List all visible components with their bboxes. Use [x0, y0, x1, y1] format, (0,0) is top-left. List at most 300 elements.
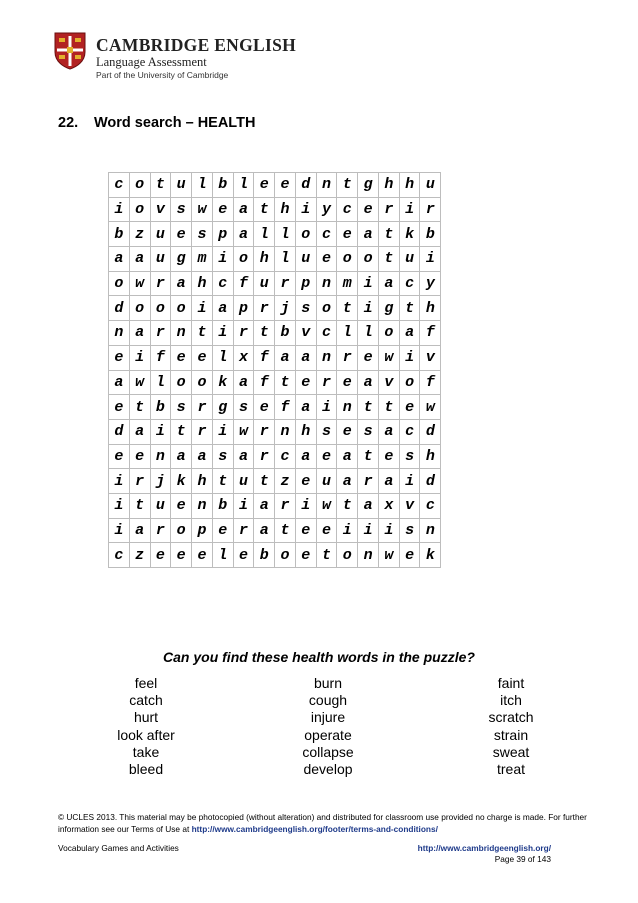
grid-cell: t: [378, 222, 399, 247]
grid-cell: a: [254, 518, 275, 543]
grid-cell: j: [150, 469, 171, 494]
grid-cell: h: [192, 271, 213, 296]
word-item: hurt: [133, 709, 159, 726]
grid-cell: l: [275, 222, 296, 247]
grid-cell: u: [150, 493, 171, 518]
grid-cell: i: [192, 296, 213, 321]
word-item: collapse: [302, 743, 354, 760]
grid-cell: r: [129, 469, 150, 494]
grid-cell: d: [109, 419, 130, 444]
grid-cell: b: [254, 543, 275, 568]
grid-cell: d: [420, 419, 441, 444]
grid-cell: i: [295, 197, 316, 222]
grid-cell: e: [171, 345, 192, 370]
grid-row: [109, 345, 441, 370]
grid-cell: k: [399, 222, 420, 247]
grid-cell: h: [420, 296, 441, 321]
grid-cell: h: [295, 419, 316, 444]
word-item: faint: [497, 675, 525, 691]
grid-cell: a: [399, 321, 420, 346]
grid-cell: o: [171, 518, 192, 543]
grid-row: [109, 493, 441, 518]
grid-cell: e: [171, 493, 192, 518]
grid-cell: r: [150, 321, 171, 346]
puzzle-prompt: Can you find these health words in the puzzle?: [163, 649, 475, 665]
grid-cell: o: [316, 296, 337, 321]
grid-cell: o: [378, 321, 399, 346]
section-heading: Word search – HEALTH: [94, 115, 256, 131]
grid-cell: s: [192, 222, 213, 247]
word-item: feel: [134, 675, 158, 691]
grid-cell: w: [129, 370, 150, 395]
grid-cell: e: [399, 543, 420, 568]
grid-cell: e: [171, 222, 192, 247]
grid-cell: t: [212, 469, 233, 494]
grid-cell: a: [212, 296, 233, 321]
grid-cell: r: [150, 518, 171, 543]
grid-cell: o: [295, 222, 316, 247]
grid-cell: o: [109, 271, 130, 296]
grid-cell: e: [275, 173, 296, 198]
grid-cell: l: [192, 173, 213, 198]
word-list-column-1: [81, 675, 211, 778]
copyright-note: [58, 812, 598, 835]
grid-cell: e: [109, 444, 130, 469]
grid-cell: m: [192, 247, 213, 272]
grid-cell: w: [233, 419, 254, 444]
grid-cell: i: [399, 469, 420, 494]
grid-cell: t: [358, 395, 379, 420]
grid-cell: u: [420, 173, 441, 198]
word-item: strain: [493, 726, 529, 743]
grid-cell: k: [420, 543, 441, 568]
grid-cell: w: [316, 493, 337, 518]
grid-cell: i: [109, 197, 130, 222]
grid-cell: r: [275, 493, 296, 518]
grid-cell: l: [254, 222, 275, 247]
grid-cell: p: [192, 518, 213, 543]
grid-cell: e: [295, 370, 316, 395]
grid-cell: h: [254, 247, 275, 272]
grid-cell: l: [358, 321, 379, 346]
grid-cell: e: [295, 469, 316, 494]
grid-cell: r: [150, 271, 171, 296]
grid-cell: e: [337, 370, 358, 395]
grid-cell: o: [337, 247, 358, 272]
grid-cell: e: [212, 518, 233, 543]
grid-cell: s: [171, 197, 192, 222]
grid-cell: g: [171, 247, 192, 272]
grid-cell: r: [358, 469, 379, 494]
brand-name: CAMBRIDGE ENGLISH: [96, 35, 297, 55]
grid-cell: e: [254, 395, 275, 420]
grid-row: [109, 395, 441, 420]
grid-cell: t: [254, 321, 275, 346]
grid-cell: v: [150, 197, 171, 222]
grid-cell: i: [233, 493, 254, 518]
grid-cell: t: [150, 173, 171, 198]
grid-cell: w: [378, 543, 399, 568]
grid-cell: w: [378, 345, 399, 370]
grid-cell: h: [192, 469, 213, 494]
grid-cell: i: [337, 518, 358, 543]
grid-cell: t: [254, 197, 275, 222]
grid-cell: h: [275, 197, 296, 222]
section-number: 22.: [58, 115, 79, 131]
grid-cell: p: [233, 296, 254, 321]
grid-cell: e: [192, 345, 213, 370]
grid-cell: h: [399, 173, 420, 198]
grid-cell: n: [316, 345, 337, 370]
grid-cell: r: [378, 197, 399, 222]
grid-cell: o: [337, 543, 358, 568]
grid-cell: u: [399, 247, 420, 272]
grid-cell: t: [316, 543, 337, 568]
grid-cell: g: [212, 395, 233, 420]
grid-cell: z: [129, 543, 150, 568]
grid-cell: x: [378, 493, 399, 518]
grid-cell: e: [150, 543, 171, 568]
grid-cell: e: [192, 543, 213, 568]
grid-cell: e: [358, 197, 379, 222]
grid-cell: a: [233, 197, 254, 222]
word-item: scratch: [488, 709, 534, 726]
grid-cell: s: [316, 419, 337, 444]
word-item: catch: [129, 692, 163, 709]
grid-cell: n: [358, 543, 379, 568]
grid-cell: i: [399, 197, 420, 222]
grid-cell: n: [171, 321, 192, 346]
grid-cell: v: [420, 345, 441, 370]
grid-cell: a: [295, 345, 316, 370]
grid-cell: i: [212, 247, 233, 272]
grid-cell: o: [150, 296, 171, 321]
grid-cell: a: [192, 444, 213, 469]
grid-cell: o: [358, 247, 379, 272]
grid-cell: k: [212, 370, 233, 395]
section-title: [58, 115, 255, 131]
grid-cell: e: [316, 518, 337, 543]
grid-cell: x: [233, 345, 254, 370]
grid-cell: f: [254, 345, 275, 370]
grid-cell: i: [399, 345, 420, 370]
grid-cell: a: [295, 444, 316, 469]
grid-cell: o: [192, 370, 213, 395]
word-item: injure: [310, 709, 346, 726]
grid-cell: i: [358, 518, 379, 543]
grid-cell: a: [358, 493, 379, 518]
grid-cell: t: [378, 395, 399, 420]
grid-cell: t: [378, 247, 399, 272]
grid-cell: p: [212, 222, 233, 247]
grid-cell: c: [109, 173, 130, 198]
word-item: treat: [496, 761, 525, 778]
grid-row: [109, 197, 441, 222]
grid-cell: i: [129, 345, 150, 370]
grid-cell: r: [233, 321, 254, 346]
grid-cell: a: [337, 444, 358, 469]
grid-cell: v: [378, 370, 399, 395]
grid-cell: e: [109, 395, 130, 420]
word-item: bleed: [128, 761, 164, 778]
grid-cell: b: [109, 222, 130, 247]
grid-row: [109, 247, 441, 272]
word-item: sweat: [492, 743, 530, 760]
grid-cell: s: [399, 518, 420, 543]
grid-cell: f: [150, 345, 171, 370]
grid-cell: y: [316, 197, 337, 222]
grid-row: [109, 444, 441, 469]
grid-cell: a: [129, 247, 150, 272]
word-item: cough: [308, 692, 348, 709]
grid-cell: a: [233, 222, 254, 247]
grid-cell: i: [109, 493, 130, 518]
grid-cell: a: [337, 469, 358, 494]
word-item: develop: [303, 761, 353, 778]
grid-cell: e: [358, 345, 379, 370]
grid-cell: s: [212, 444, 233, 469]
word-item: take: [132, 743, 160, 760]
grid-cell: c: [399, 419, 420, 444]
grid-cell: t: [171, 419, 192, 444]
grid-cell: u: [295, 247, 316, 272]
grid-cell: i: [316, 395, 337, 420]
grid-cell: d: [109, 296, 130, 321]
grid-row: [109, 370, 441, 395]
grid-cell: r: [337, 345, 358, 370]
grid-cell: i: [212, 321, 233, 346]
grid-cell: i: [358, 296, 379, 321]
page-number: Page 39 of 143: [494, 854, 551, 864]
footer-document-title: Vocabulary Games and Activities: [58, 843, 179, 853]
grid-cell: c: [316, 321, 337, 346]
grid-cell: i: [109, 469, 130, 494]
grid-row: [109, 469, 441, 494]
grid-cell: f: [233, 271, 254, 296]
grid-cell: l: [150, 370, 171, 395]
grid-cell: e: [295, 543, 316, 568]
grid-cell: n: [316, 271, 337, 296]
grid-cell: f: [275, 395, 296, 420]
grid-cell: f: [420, 370, 441, 395]
grid-cell: o: [233, 247, 254, 272]
grid-cell: o: [129, 173, 150, 198]
grid-cell: s: [295, 296, 316, 321]
cambridge-english-logo: [54, 30, 314, 80]
grid-cell: u: [150, 222, 171, 247]
grid-cell: e: [109, 345, 130, 370]
word-item: operate: [304, 726, 352, 743]
grid-cell: c: [109, 543, 130, 568]
grid-cell: l: [212, 345, 233, 370]
grid-cell: t: [337, 296, 358, 321]
grid-cell: n: [109, 321, 130, 346]
grid-cell: i: [150, 419, 171, 444]
grid-cell: a: [129, 419, 150, 444]
brand-tagline: Part of the University of Cambridge: [96, 70, 229, 80]
grid-cell: e: [129, 444, 150, 469]
grid-cell: t: [358, 444, 379, 469]
grid-cell: a: [275, 345, 296, 370]
grid-cell: t: [399, 296, 420, 321]
grid-cell: d: [420, 469, 441, 494]
grid-cell: a: [378, 271, 399, 296]
grid-cell: c: [316, 222, 337, 247]
terms-link[interactable]: http://www.cambridgeenglish.org/footer/terms-and-conditions/: [191, 823, 438, 834]
grid-cell: c: [337, 197, 358, 222]
grid-cell: o: [275, 543, 296, 568]
grid-cell: a: [378, 469, 399, 494]
grid-cell: c: [212, 271, 233, 296]
grid-cell: h: [378, 173, 399, 198]
grid-cell: a: [358, 370, 379, 395]
grid-cell: t: [129, 395, 150, 420]
grid-cell: a: [233, 370, 254, 395]
grid-cell: b: [150, 395, 171, 420]
grid-cell: u: [171, 173, 192, 198]
grid-cell: r: [275, 271, 296, 296]
grid-cell: o: [171, 296, 192, 321]
grid-cell: u: [254, 271, 275, 296]
grid-cell: j: [275, 296, 296, 321]
word-search-grid: [108, 172, 441, 568]
grid-cell: k: [171, 469, 192, 494]
grid-cell: y: [420, 271, 441, 296]
grid-cell: o: [129, 197, 150, 222]
grid-cell: w: [129, 271, 150, 296]
grid-cell: o: [129, 296, 150, 321]
grid-row: [109, 419, 441, 444]
grid-cell: o: [171, 370, 192, 395]
grid-cell: s: [399, 444, 420, 469]
cambridge-shield-icon: [54, 32, 86, 70]
word-list-column-3: [446, 675, 576, 778]
grid-cell: t: [254, 469, 275, 494]
grid-cell: e: [254, 173, 275, 198]
grid-cell: a: [254, 493, 275, 518]
grid-cell: n: [192, 493, 213, 518]
grid-cell: h: [420, 444, 441, 469]
grid-row: [109, 173, 441, 198]
grid-cell: l: [212, 543, 233, 568]
word-list-column-2: [263, 675, 393, 778]
grid-cell: g: [378, 296, 399, 321]
grid-cell: a: [295, 395, 316, 420]
grid-cell: b: [420, 222, 441, 247]
grid-cell: t: [337, 173, 358, 198]
grid-cell: u: [316, 469, 337, 494]
grid-cell: e: [378, 444, 399, 469]
grid-cell: d: [295, 173, 316, 198]
grid-row: [109, 543, 441, 568]
grid-cell: e: [233, 543, 254, 568]
grid-cell: b: [212, 173, 233, 198]
grid-row: [109, 321, 441, 346]
grid-cell: r: [233, 518, 254, 543]
grid-cell: r: [254, 419, 275, 444]
grid-cell: e: [399, 395, 420, 420]
grid-cell: g: [358, 173, 379, 198]
word-item: burn: [313, 675, 343, 691]
grid-cell: u: [233, 469, 254, 494]
grid-cell: c: [420, 493, 441, 518]
grid-cell: e: [212, 197, 233, 222]
grid-cell: u: [150, 247, 171, 272]
grid-cell: a: [171, 271, 192, 296]
grid-cell: l: [275, 247, 296, 272]
grid-cell: m: [337, 271, 358, 296]
grid-cell: v: [295, 321, 316, 346]
grid-cell: z: [129, 222, 150, 247]
grid-cell: r: [420, 197, 441, 222]
grid-cell: w: [192, 197, 213, 222]
grid-cell: w: [420, 395, 441, 420]
grid-cell: e: [316, 247, 337, 272]
grid-cell: e: [337, 222, 358, 247]
grid-row: [109, 271, 441, 296]
grid-cell: f: [254, 370, 275, 395]
grid-cell: a: [378, 419, 399, 444]
grid-cell: e: [171, 543, 192, 568]
grid-row: [109, 296, 441, 321]
word-item: itch: [500, 692, 522, 709]
grid-cell: o: [399, 370, 420, 395]
grid-cell: a: [129, 518, 150, 543]
grid-cell: b: [212, 493, 233, 518]
grid-cell: r: [254, 296, 275, 321]
grid-cell: i: [420, 247, 441, 272]
grid-cell: s: [233, 395, 254, 420]
grid-cell: r: [192, 419, 213, 444]
grid-cell: t: [192, 321, 213, 346]
copyright-text: © UCLES 2013. This material may be photocopied (without alteration) and distributed for classroom use provided no charge is made. For further information see our Terms of Use at: [58, 812, 587, 834]
grid-cell: c: [275, 444, 296, 469]
grid-cell: n: [420, 518, 441, 543]
grid-cell: t: [275, 370, 296, 395]
grid-cell: n: [316, 173, 337, 198]
grid-cell: t: [337, 493, 358, 518]
grid-cell: p: [295, 271, 316, 296]
grid-cell: n: [337, 395, 358, 420]
grid-cell: r: [254, 444, 275, 469]
grid-cell: v: [399, 493, 420, 518]
grid-row: [109, 222, 441, 247]
grid-cell: z: [275, 469, 296, 494]
word-item: look after: [117, 726, 175, 743]
grid-cell: l: [337, 321, 358, 346]
grid-cell: t: [275, 518, 296, 543]
grid-cell: f: [420, 321, 441, 346]
grid-cell: s: [171, 395, 192, 420]
grid-cell: b: [275, 321, 296, 346]
grid-cell: i: [378, 518, 399, 543]
footer-website-link[interactable]: http://www.cambridgeenglish.org/: [417, 843, 551, 853]
grid-cell: r: [316, 370, 337, 395]
grid-cell: a: [129, 321, 150, 346]
grid-cell: e: [337, 419, 358, 444]
grid-cell: e: [295, 518, 316, 543]
grid-cell: a: [233, 444, 254, 469]
grid-row: [109, 518, 441, 543]
grid-cell: a: [109, 370, 130, 395]
brand-subtitle: Language Assessment: [96, 55, 207, 69]
grid-cell: i: [212, 419, 233, 444]
grid-cell: n: [150, 444, 171, 469]
grid-cell: i: [358, 271, 379, 296]
grid-cell: e: [316, 444, 337, 469]
grid-cell: c: [399, 271, 420, 296]
grid-cell: i: [295, 493, 316, 518]
